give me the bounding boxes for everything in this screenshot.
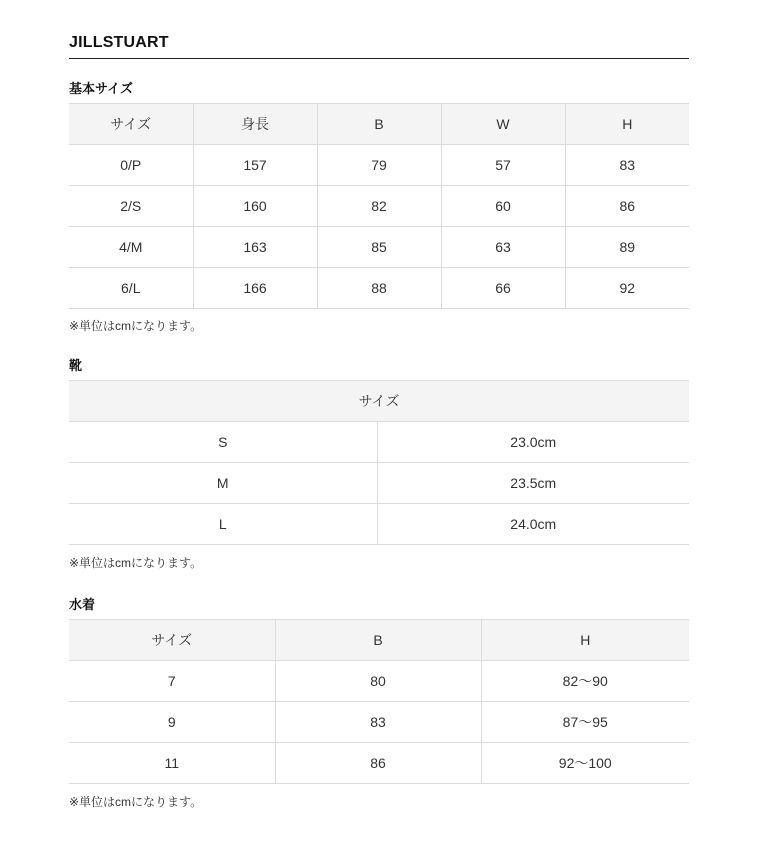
table-cell: 2/S xyxy=(69,186,193,227)
basic-size-table xyxy=(69,103,689,309)
unit-note: ※単位はcmになります。 xyxy=(69,319,203,333)
table-cell: 80 xyxy=(275,661,481,702)
table-cell: 85 xyxy=(317,227,441,268)
swim-size-table xyxy=(69,619,689,784)
table-cell: 60 xyxy=(441,186,565,227)
table-row xyxy=(69,743,689,784)
table-header-row xyxy=(69,620,689,661)
table-cell: 88 xyxy=(317,268,441,309)
swim-size-title: 水着 xyxy=(69,597,96,612)
table-cell: 157 xyxy=(193,145,317,186)
header-cell: サイズ xyxy=(69,620,275,661)
header-cell: B xyxy=(275,620,481,661)
table-cell: 57 xyxy=(441,145,565,186)
unit-note: ※単位はcmになります。 xyxy=(69,556,203,570)
table-cell: 0/P xyxy=(69,145,193,186)
table-cell: 86 xyxy=(275,743,481,784)
table-cell: 92 xyxy=(565,268,689,309)
table-row xyxy=(69,227,689,268)
table-cell: 66 xyxy=(441,268,565,309)
table-cell: 166 xyxy=(193,268,317,309)
table-cell: 89 xyxy=(565,227,689,268)
header-cell: 身長 xyxy=(193,104,317,145)
table-cell: 82 xyxy=(317,186,441,227)
table-cell: 92〜100 xyxy=(481,743,689,784)
table-row xyxy=(69,661,689,702)
header-cell: H xyxy=(565,104,689,145)
table-cell: 83 xyxy=(565,145,689,186)
table-row xyxy=(69,702,689,743)
table-cell: 23.0cm xyxy=(377,422,689,463)
table-cell: 160 xyxy=(193,186,317,227)
header-cell: B xyxy=(317,104,441,145)
header-cell: サイズ xyxy=(69,381,689,422)
table-cell: 87〜95 xyxy=(481,702,689,743)
table-cell: 83 xyxy=(275,702,481,743)
unit-note: ※単位はcmになります。 xyxy=(69,795,203,809)
table-cell: 9 xyxy=(69,702,275,743)
header-cell: H xyxy=(481,620,689,661)
shoes-size-table xyxy=(69,380,689,545)
table-row xyxy=(69,268,689,309)
table-cell: 6/L xyxy=(69,268,193,309)
table-cell: 11 xyxy=(69,743,275,784)
table-header-row xyxy=(69,104,689,145)
table-cell: 163 xyxy=(193,227,317,268)
brand-title: JILLSTUART xyxy=(69,34,689,59)
table-row xyxy=(69,504,689,545)
table-cell: 4/M xyxy=(69,227,193,268)
table-cell: 63 xyxy=(441,227,565,268)
header-cell: W xyxy=(441,104,565,145)
table-header-row xyxy=(69,381,689,422)
table-cell: L xyxy=(69,504,377,545)
basic-size-title: 基本サイズ xyxy=(69,81,133,96)
table-row xyxy=(69,463,689,504)
table-row xyxy=(69,145,689,186)
table-cell: 86 xyxy=(565,186,689,227)
table-cell: S xyxy=(69,422,377,463)
shoes-size-title: 靴 xyxy=(69,358,83,373)
table-row xyxy=(69,422,689,463)
header-cell: サイズ xyxy=(69,104,193,145)
table-cell: 23.5cm xyxy=(377,463,689,504)
table-cell: 7 xyxy=(69,661,275,702)
table-cell: M xyxy=(69,463,377,504)
table-row xyxy=(69,186,689,227)
table-cell: 79 xyxy=(317,145,441,186)
table-cell: 82〜90 xyxy=(481,661,689,702)
table-cell: 24.0cm xyxy=(377,504,689,545)
